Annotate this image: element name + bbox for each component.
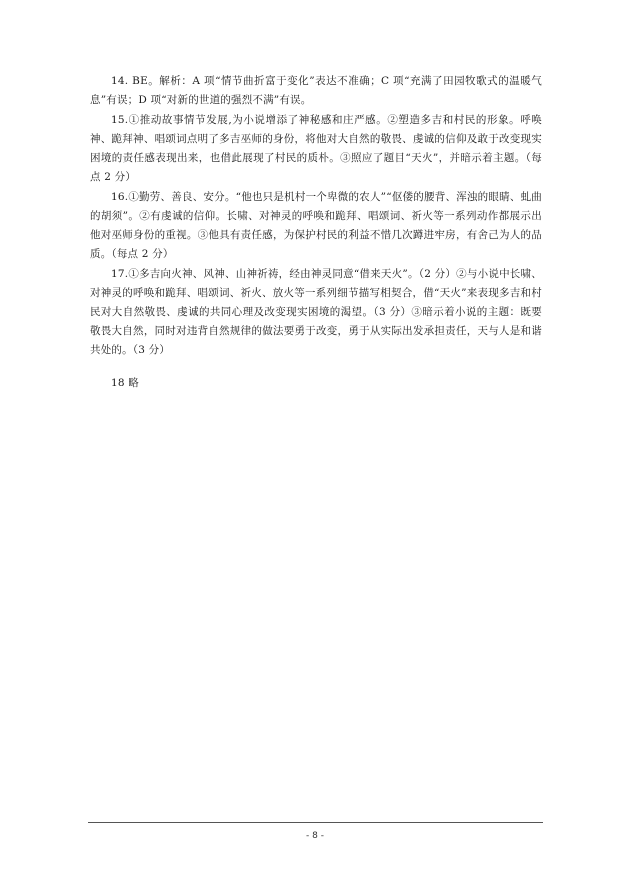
page-number: - 8 - <box>306 831 324 841</box>
answer-15: 15.①推动故事情节发展,为小说增添了神秘感和庄严感。②塑造多吉和村民的形象。呼唤神、跪拜神、唱颂词点明了多吉巫师的身份，将他对大自然的敬畏、虔诚的信仰及敢于改变现实困境的责任感表现出来，也借此展现了村民的质朴。③照应了题目“天火”，并暗示着主题。（每点 2 分） <box>90 114 542 183</box>
answer-16: 16.①勤劳、善良、安分。“他也只是机村一个卑微的农人”“伛偻的腰背、浑浊的眼睛、虬曲的胡须”。②有虔诚的信仰。长啸、对神灵的呼唤和跪拜、唱颂词、祈火等一系列动作都展示出他对巫师身份的重视。③他具有责任感，为保护村民的利益不惜几次蹲进牢房，有舍己为人的品质。（每点 2 分） <box>90 191 542 260</box>
answer-14: 14. BE。解析：A 项“情节曲折富于变化”表达不准确；C 项“充满了田园牧歌式的温暖气息”有误；D 项“对新的世道的强烈不满”有误。 <box>90 75 542 106</box>
answer-17: 17.①多吉向火神、风神、山神祈祷，经由神灵同意“借来天火”。（2 分）②与小说中长啸、对神灵的呼唤和跪拜、唱颂词、祈火、放火等一系列细节描写相契合，借“天火”来表现多吉和村民对大自然敬畏、虔诚的共同心理及改变现实困境的渴望。（3 分）③暗示着小说的主题：既要敬畏大自然，同时对违背自然规律的做法要勇于改变，勇于从实际出发承担责任，天与人是和谐共处的。（3 分） <box>90 268 542 356</box>
footer-divider <box>88 822 543 823</box>
answer-content <box>90 72 542 393</box>
answer-18: 18 略 <box>111 377 139 389</box>
